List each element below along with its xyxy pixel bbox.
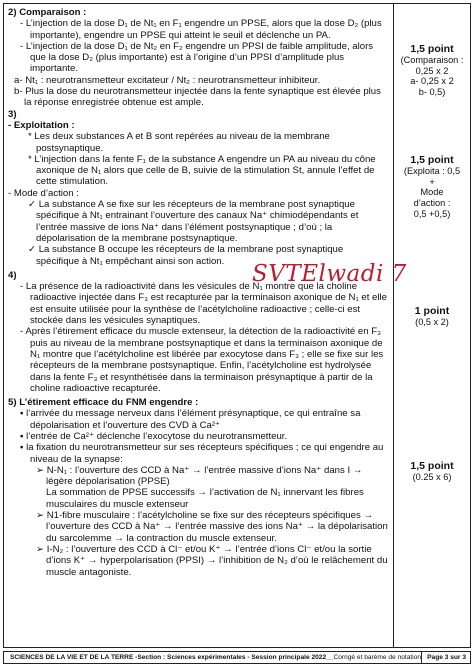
section-2-line: - L’injection de la dose D₁ de Nt₂ en F₂ engendre un PPSI de faible amplitude, alors que la dose D₂ (plus importante) est à l’origine d’un PPSI d’amplitude plus importante. xyxy=(20,40,374,75)
score-detail: d’action : xyxy=(413,198,451,209)
section-4-heading: 4) xyxy=(8,269,17,281)
section-3-heading: 3) xyxy=(8,108,17,120)
watermark-text: SVTElwadi 7 xyxy=(252,261,407,287)
section-5-line: ▪ l’arrivée du message nerveux dans l’élément présynaptique, ce qui entraîne sa dépolarisation et l’ouverture des CVD à Ca²⁺ xyxy=(20,408,361,431)
footer-title-sub: Corrigé et barème de notation xyxy=(333,654,422,661)
score-title: 1,5 point xyxy=(410,154,454,166)
section-5-line: ➢ I-N₂ : l’ouverture des CCD à Cl⁻ et/ou K⁺ → l’entrée d’ions Cl⁻ et/ou la sortie d’ions K⁺ → hyperpolarisation (PPSI) → l’inhibition de N₂ d’où le relâchement du muscle antagoniste. xyxy=(36,543,388,578)
section-3-line: - Mode d’action : xyxy=(8,187,79,199)
section-5-line: La sommation de PPSE successifs → l’activation de N₁ innervant les fibres musculaires du muscle extenseur xyxy=(46,487,364,510)
section-4-line: - Après l’étirement efficace du muscle extenseur, la détection de la radioactivité en F₃ puis au niveau de la membrane postsynaptique et dans la terminaison axonique de N₁ montre que l’acétylcholine est libérée par exocytose dans F₃ ; elle se fixe sur les récepteurs de la membrane postsynaptique. Enfin, l’acétylcholine est hydrolysée dans la fente F₃ et resynthétisée dans la terminaison présynaptique à partir de la choline radioactive recapturée. xyxy=(20,326,384,394)
score-title: 1 point xyxy=(414,305,450,317)
score-title: 1,5 point xyxy=(410,460,454,472)
section-5-line: ➢ N1-fibre musculaire : l’acétylcholine se fixe sur des récepteurs spécifiques → l’ouverture des CCD à Na⁺ → l’entrée massive des ions Na⁺ → la dépolarisation du sarcolemme → la contraction du muscle extenseur. xyxy=(36,510,388,544)
score-block-2 xyxy=(394,44,470,98)
score-detail: (Comparaison : xyxy=(400,54,464,65)
section-3-line: ✓ La substance B occupe les récepteurs de la membrane post synaptique spécifique à Nt₁ empêchant ainsi son action. xyxy=(28,244,344,267)
section-5-line: ➢ N-N₁ : l’ouverture des CCD à Na⁺ → l’entrée massive d’ions Na⁺ dans I → légère dépolarisation (PPSE) xyxy=(36,464,363,488)
score-title: 1,5 point xyxy=(410,43,454,55)
score-block-5 xyxy=(394,461,470,483)
section-2-line: b- Plus la dose du neurotransmetteur injectée dans la fente synaptique est élevée plus la réponse enregistrée obtenue est ample. xyxy=(14,86,381,109)
section-2-line: a- Nt₁ : neurotransmetteur excitateur / Nt₂ : neurotransmetteur inhibiteur. xyxy=(14,74,321,86)
footer-title xyxy=(10,652,421,663)
section-2-heading: 2) Comparaison : xyxy=(8,7,87,18)
score-detail: Mode xyxy=(420,187,444,198)
section-3-line: * L’injection dans la fente F₁ de la substance A engendre un PA au niveau du cône axonique de N₁ alors que celle de B, suivie de la stimulation St, annule l’effet de cette stimulation. xyxy=(28,153,376,188)
section-5-heading: 5) L’étirement efficace du FNM engendre : xyxy=(8,397,199,409)
footer xyxy=(3,651,471,664)
footer-title-main: SCIENCES DE LA VIE ET DE LA TERRE -Section : Sciences expérimentales - Session principale 2022__ xyxy=(10,654,334,661)
score-detail: 0,25 x 2 xyxy=(415,65,449,76)
score-block-4 xyxy=(394,306,470,328)
section-4-line: - La présence de la radioactivité dans les vésicules de N₁ montre que la choline radioactive injectée dans F₃ est recapturée par la terminaison axonique de N₁ et elle est ensuite utilisée pour la synthèse de l’acétylcholine radioactive ; celle-ci est stockée dans les vésicules synaptiques. xyxy=(20,281,387,327)
score-detail: 0,5 +0,5) xyxy=(413,208,451,219)
answers-column xyxy=(8,7,388,578)
page-number: Page 3 sur 3 xyxy=(427,654,466,661)
footer-divider xyxy=(421,652,422,663)
section-5-line: ▪ la fixation du neurotransmetteur sur ses récepteurs spécifiques ; ce qui engendre au niveau de la synapse: xyxy=(20,442,384,465)
score-block-3 xyxy=(394,155,470,220)
section-2-line: - L’injection de la dose D₁ de Nt₁ en F₁ engendre un PPSE, alors que la dose D₂ (plus importante), engendre un PPSE qui atteint le seuil et déclenche un PA. xyxy=(20,18,382,41)
section-3-line: ✓ La substance A se fixe sur les récepteurs de la membrane post synaptique spécifique à Nt₁ entrainant l’ouverture des canaux Na⁺ chimiodépendants et l’entrée massive de ions Na⁺ dans l’élément postsynaptique ; d’où ; la dépolarisation de la membrane postsynaptique. xyxy=(28,199,359,244)
score-detail: + xyxy=(429,176,435,187)
score-detail: (0.25 x 6) xyxy=(412,471,452,482)
score-detail: (Exploita : 0,5 xyxy=(403,165,461,176)
section-3-line: - Exploitation : xyxy=(8,119,75,131)
score-detail: a- 0,25 x 2 xyxy=(410,76,454,87)
score-detail: b- 0,5) xyxy=(418,87,446,98)
section-5-line: ▪ l’entrée de Ca²⁺ déclenche l’exocytose du neurotransmetteur. xyxy=(20,430,288,442)
section-3-line: * Les deux substances A et B sont repérées au niveau de la membrane postsynaptique. xyxy=(28,131,330,154)
score-detail: (0,5 x 2) xyxy=(415,316,449,327)
answer-table xyxy=(3,3,471,648)
